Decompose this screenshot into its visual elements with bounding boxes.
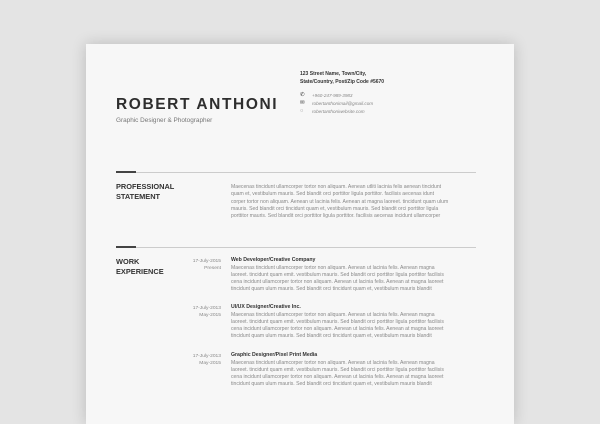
text-line: laoreet. tincidunt quam emit. vestibulum mauris. Sed blandit orci porttitor ligula porttitor facilisis xyxy=(231,318,444,325)
text-line: cena incidunt ullamcorper tortor non aliquam. Aenean ut lacinia felis. Aenean at magna laoreet xyxy=(231,374,444,381)
text-line: porttitor mauris. Sed blandit orci porttitor ligula porttitor. facilisis aecenas incidunt ullamcorper xyxy=(231,213,441,220)
job-title: Web Developer/Creative Company xyxy=(231,257,316,263)
contact-website xyxy=(300,108,365,114)
job-title: Graphic Designer/Pixel Print Media xyxy=(231,352,318,358)
address-line: State/Country, Post/Zip Code #5670 xyxy=(300,79,385,85)
text-line: Maecenas tincidunt ullamcorper tortor non aliquam. Aenean ut lacinia felis. Aenean magna xyxy=(231,311,435,318)
text-line: Maecenas tincidunt ullamcorper tortor non aliquam. Aenean utliti lacinia felis aenean tincidunt xyxy=(231,184,442,190)
professional-statement xyxy=(231,184,448,220)
phone-icon: ✆ xyxy=(300,92,305,98)
text-line: quam et, vestibulum mauris. Sed blandit orci porttitor ligula porttitor. facilisis aecenas idunt xyxy=(231,191,434,198)
heading-line: PROFESSIONAL xyxy=(116,182,175,191)
website-text: robertanthoniwebsite.com xyxy=(312,108,365,114)
start-date: 17-July-2013 xyxy=(192,354,221,359)
professional-heading xyxy=(116,182,174,202)
candidate-role: Graphic Designer & Photographer xyxy=(116,117,213,124)
address xyxy=(300,70,384,86)
heading-line: STATEMENT xyxy=(116,192,161,201)
job-dates xyxy=(193,305,221,320)
job-entry xyxy=(231,257,444,294)
text-line: cena incidunt ullamcorper tortor non aliquam. Aenean ut lacinia felis. Aenean at magna laoreet xyxy=(231,279,444,286)
start-date: 17-July-2013 xyxy=(192,306,221,311)
email-icon: ✉ xyxy=(300,100,305,106)
job-dates xyxy=(193,258,221,273)
text-line: cena incidunt ullamcorper tortor non aliquam. Aenean ut lacinia felis. Aenean at magna laoreet xyxy=(231,326,444,333)
text-line: tincidunt quam ulum mauris. Sed blandit orci tincidunt quam et, vestibulum mauris blandit xyxy=(231,381,432,388)
resume-page xyxy=(86,44,514,424)
text-line: corper tortor non aliquam. Aenean ut lacinia felis. Aenean at magna laoreet. tincidunt quam ulum xyxy=(231,198,449,205)
job-title: UI/UX Designer/Creative Inc. xyxy=(231,304,301,310)
website-icon: ◌ xyxy=(300,108,304,114)
job-dates xyxy=(193,353,221,368)
candidate-name: ROBERT ANTHONI xyxy=(116,96,279,113)
section-divider xyxy=(116,247,476,248)
phone-text: +960-247-989-3983 xyxy=(312,92,353,98)
text-line: mauris. Sed blandit orci tincidunt quam et, vestibulum mauris. Sed blandit orci porttitor ligula xyxy=(231,205,439,212)
work-heading xyxy=(116,257,164,277)
email-text: robertanthonimail@gmail.com xyxy=(312,100,374,106)
heading-line: EXPERIENCE xyxy=(116,267,164,276)
job-entry xyxy=(231,304,444,341)
contact-phone xyxy=(300,92,353,98)
end-date: May-2015 xyxy=(199,313,221,319)
text-line: tincidunt quam ulum mauris. Sed blandit orci tincidunt quam et, vestibulum mauris blandit xyxy=(231,333,432,340)
text-line: Maecenas tincidunt ullamcorper tortor non aliquam. Aenean ut lacinia felis. Aenean magna xyxy=(231,264,435,271)
start-date: 17-July-2015 xyxy=(192,259,221,264)
heading-line: WORK xyxy=(116,257,140,266)
end-date: Present xyxy=(204,266,221,272)
address-line: 123 Street Name, Town/City, xyxy=(300,71,367,77)
text-line: tincidunt quam ulum mauris. Sed blandit orci tincidunt quam et, vestibulum mauris blandit xyxy=(231,286,432,293)
end-date: May-2015 xyxy=(199,361,221,367)
text-line: laoreet. tincidunt quam emit. vestibulum mauris. Sed blandit orci porttitor ligula porttitor facilisis xyxy=(231,271,444,278)
section-divider xyxy=(116,172,476,173)
text-line: laoreet. tincidunt quam emit. vestibulum mauris. Sed blandit orci porttitor ligula porttitor facilisis xyxy=(231,366,444,373)
contact-email xyxy=(300,100,373,106)
job-entry xyxy=(231,352,444,389)
text-line: Maecenas tincidunt ullamcorper tortor non aliquam. Aenean ut lacinia felis. Aenean magna xyxy=(231,359,435,366)
